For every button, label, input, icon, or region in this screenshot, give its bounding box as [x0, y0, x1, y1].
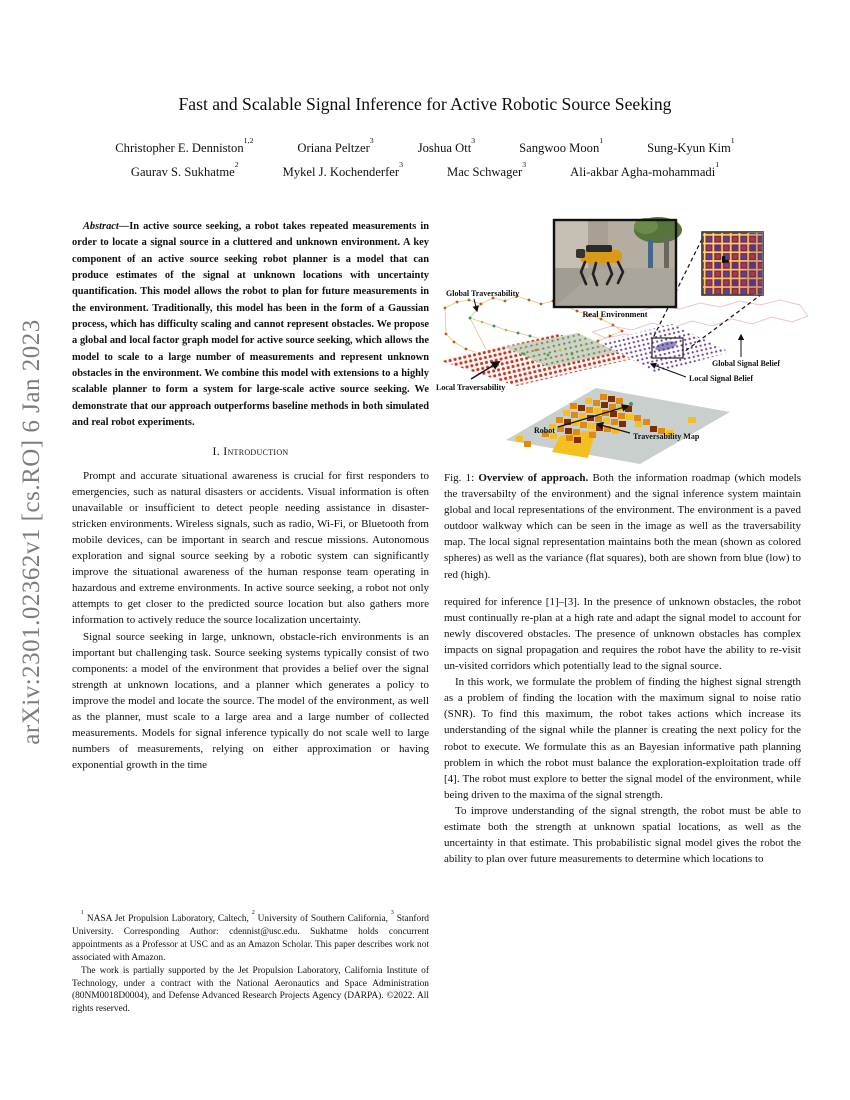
paper-title: Fast and Scalable Signal Inference for Active Robotic Source Seeking — [178, 94, 672, 114]
abstract-text: In active source seeking, a robot takes repeated measurements in order to locate a signal source in a cluttered and unknown environment. A key component of an active source seeking robot planner is a model that can produce estimates of the signal at unknown locations with uncertainty quantification. This model allows the robot to plan for future measurements in the environment. Traditionally, this model has been in the form of a Gaussian process, which has difficulty scaling and cannot represent obstacles. We propose a global and local factor graph model for active source seeking, which allows the model to scale to a large number of measurements and represent unknown obstacles in the environment. We combine this model with extensions to a highly scalable planner to form a system for large-scale active source seeking. We demonstrate that our approach outperforms baseline methods in both simulated and real robot experiments. — [72, 221, 429, 429]
col2-paragraph-2: In this work, we formulate the problem of finding the highest signal strength as a problem of finding the location with the maximum signal to noise ratio (SNR). To find this maximum, the robot takes actions which increase its understanding of the signal while the planner is creating the next policy for the robot to execute. We formulate this as an Bayesian informative path planning problem in which the robot must balance the exploration-exploitation trade off [4]. The robot must explore to better the signal model of the environment, while being driven to the maxima of the signal strength. — [444, 676, 801, 801]
author: Oriana Peltzer$^3$ — [297, 136, 374, 155]
label-local-signal-belief: Local Signal Belief — [689, 374, 753, 383]
label-global-signal-belief: Global Signal Belief — [712, 359, 781, 368]
figure-1-caption — [444, 470, 801, 583]
footnote-affiliations: $^1$ NASA Jet Propulsion Laboratory, Caltech, $^2$ University of Southern California, $^3$ Stanford University. Corresponding Author: cdennist@usc.edu. Sukhatme holds concurrent appointments as a Professor at USC and as an Amazon Scholar. This paper describes work not associated with Amazon. — [72, 910, 429, 963]
author-row-2 — [45, 160, 805, 180]
robot-position-dot — [629, 402, 633, 406]
abstract-label: Abstract— — [83, 221, 130, 232]
intro-paragraph-2: Signal source seeking in large, unknown, obstacle-rich environments is an important but challenging task. Source seeking systems typically consist of two components: a model of the environment that provides a belief over the signal strength at unknown locations, and a planner which generates a policy to improve the model and locate the source. The model of the environment, as well as the planner, must scale to a large area and a large number of collected measurements. Models for signal inference typically do not scale well to large numbers of measurements, relying on either approximation or having exponential growth in the time — [72, 630, 429, 772]
caption-text: Both the information roadmap (which models the traversabilty of the environment) and the signal inference system maintain global and local representations of the environment. The environment is a paved outdoor walkway which can be seen in the image as well as the traversability map. The local signal representation maintains both the mean (shown as colored spheres) as well as the variance (flat squares), both are shown from blue (low) to red (high). — [444, 472, 801, 581]
footnote-funding: The work is partially supported by the Jet Propulsion Laboratory, California Institute of Technology, under a contract with the National Aeronautics and Space Administration (80NM0018D0004), and Defense Advanced Research Projects Agency (DARPA). ©2022. All rights reserved. — [72, 965, 429, 1015]
author: Christopher E. Denniston$^{1,2}$ — [115, 136, 254, 155]
author: Gaurav S. Sukhatme$^2$ — [130, 160, 239, 179]
label-local-traversability: Local Traversability — [436, 383, 506, 392]
local-belief-zoom-inset — [702, 232, 763, 295]
left-column — [72, 219, 429, 773]
label-traversability-map: Traversability Map — [633, 432, 700, 441]
caption-bold-lead: Overview of approach. — [478, 472, 589, 484]
figure-1-graphic — [430, 212, 815, 466]
footnote-block — [72, 910, 429, 1016]
col2-paragraph-1: required for inference [1]–[3]. In the presence of unknown obstacles, the robot must continually re-plan at a high rate and adapt the signal model to account for newly discovered obstacles. The presence of unknown obstacles has complex impacts on signal propagation and requires the robot have the ability to re-visit un-visited corridors which potentially lead to the signal source. — [444, 595, 801, 673]
label-robot: Robot — [534, 426, 555, 435]
right-column — [436, 212, 801, 867]
author: Sangwoo Moon$^1$ — [519, 136, 604, 155]
author: Mac Schwager$^3$ — [447, 160, 527, 179]
label-real-environment: Real Environment — [582, 310, 648, 319]
author: Ali-akbar Agha-mohammadi$^1$ — [570, 160, 720, 179]
real-environment-photo — [554, 217, 682, 307]
label-global-traversability: Global Traversability — [446, 289, 520, 298]
local-signal-belief-plane — [600, 324, 730, 373]
author-block — [45, 136, 805, 189]
arxiv-watermark: arXiv:2301.02362v1 [cs.RO] 6 Jan 2023 — [18, 319, 45, 745]
author: Mykel J. Kochenderfer$^3$ — [282, 160, 403, 179]
abstract — [72, 219, 429, 431]
author-row-1 — [45, 136, 805, 156]
section-heading-introduction: I. Introduction — [212, 444, 289, 459]
intro-paragraph-1: Prompt and accurate situational awareness is crucial for first responders to emergencies, such as natural disasters or accidents. Visual information is often unavailable or insufficient to detect people needing assistance in disaster-stricken environments. Wireless signals, such as radio, Wi-Fi, or Bluetooth from mobile devices, can be important in search and rescue missions. Autonomous exploration and signal source seeking by a robotic system can significantly improve the situational awareness of the human response team operating in hazardous and extreme environments. In active source seeking, a robot not only attempts to get closer to the predicted source location but also gathers more information to actively reduce the source localization uncertainty. — [72, 469, 429, 627]
author: Joshua Ott$^3$ — [417, 136, 476, 155]
caption-fig-label: Fig. 1: — [444, 472, 479, 484]
figure-1 — [430, 212, 815, 466]
col2-paragraph-3: To improve understanding of the signal strength, the robot must be able to estimate both the strength at unknown spatial locations, as well as the uncertainty in that estimate. This probabilistic signal model gives the robot the ability to plan over future measurements to determine which locations to — [444, 804, 801, 866]
author: Sung-Kyun Kim$^1$ — [647, 136, 735, 155]
